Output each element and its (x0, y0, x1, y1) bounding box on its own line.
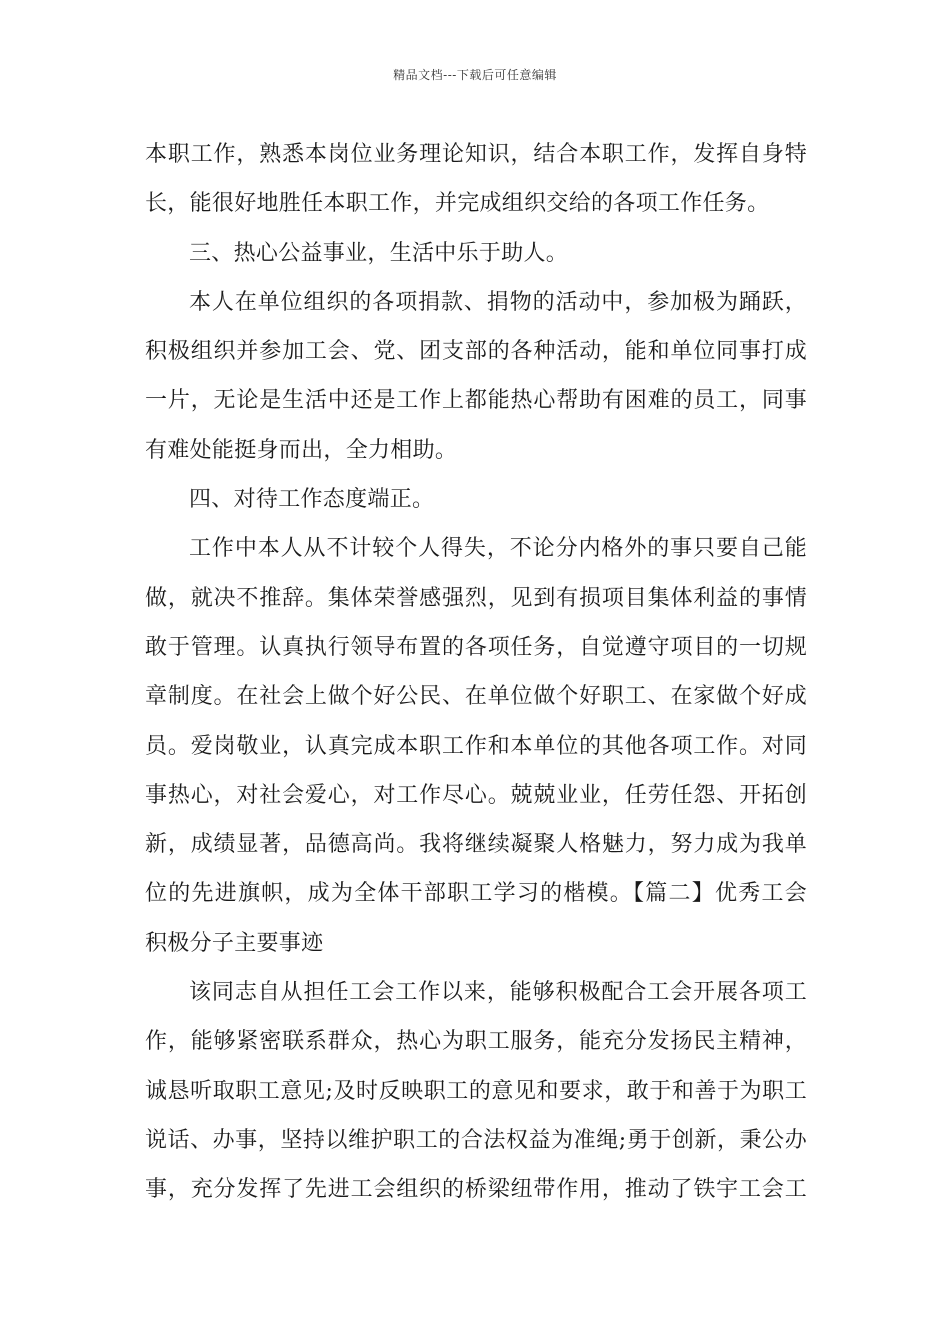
text-line: 说话、办事，坚持以维护职工的合法权益为准绳;勇于创新，秉公办 (145, 1127, 807, 1153)
page-header: 精品文档---下载后可任意编辑 (393, 68, 557, 82)
text-line: 诚恳听取职工意见;及时反映职工的意见和要求，敢于和善于为职工 (145, 1078, 807, 1104)
text-line: 事热心，对社会爱心，对工作尽心。兢兢业业，任劳任怨、开拓创 (145, 782, 807, 808)
text-line: 一片，无论是生活中还是工作上都能热心帮助有困难的员工，同事 (145, 388, 807, 414)
text-line: 工作中本人从不计较个人得失，不论分内格外的事只要自己能 (189, 536, 807, 562)
text-line: 该同志自从担任工会工作以来，能够积极配合工会开展各项工 (189, 980, 807, 1006)
text-line: 事，充分发挥了先进工会组织的桥梁纽带作用，推动了铁宇工会工 (145, 1177, 807, 1203)
text-line: 章制度。在社会上做个好公民、在单位做个好职工、在家做个好成 (145, 684, 807, 710)
text-line: 位的先进旗帜，成为全体干部职工学习的楷模。【篇二】优秀工会 (145, 881, 807, 907)
text-line: 有难处能挺身而出，全力相助。 (145, 437, 458, 463)
document-body (145, 130, 807, 1215)
text-line: 员。爱岗敬业，认真完成本职工作和本单位的其他各项工作。对同 (145, 733, 807, 759)
section-heading: 四、对待工作态度端正。 (189, 487, 435, 513)
text-line: 本职工作，熟悉本岗位业务理论知识，结合本职工作，发挥自身特 (145, 142, 807, 167)
text-line: 积极组织并参加工会、党、团支部的各种活动，能和单位同事打成 (145, 339, 807, 365)
text-line: 本人在单位组织的各项捐款、捐物的活动中，参加极为踊跃， (189, 289, 807, 315)
text-line: 做，就决不推辞。集体荣誉感强烈，见到有损项目集体利益的事情 (145, 585, 807, 611)
section-heading: 三、热心公益事业，生活中乐于助人。 (189, 240, 569, 266)
text-line: 新，成绩显著，品德高尚。我将继续凝聚人格魅力，努力成为我单 (145, 832, 807, 858)
text-line: 敢于管理。认真执行领导布置的各项任务，自觉遵守项目的一切规 (145, 634, 807, 660)
text-line: 积极分子主要事迹 (145, 930, 324, 956)
text-line: 作，能够紧密联系群众，热心为职工服务，能充分发扬民主精神， (145, 1029, 807, 1055)
text-line: 长，能很好地胜任本职工作，并完成组织交给的各项工作任务。 (145, 191, 770, 217)
